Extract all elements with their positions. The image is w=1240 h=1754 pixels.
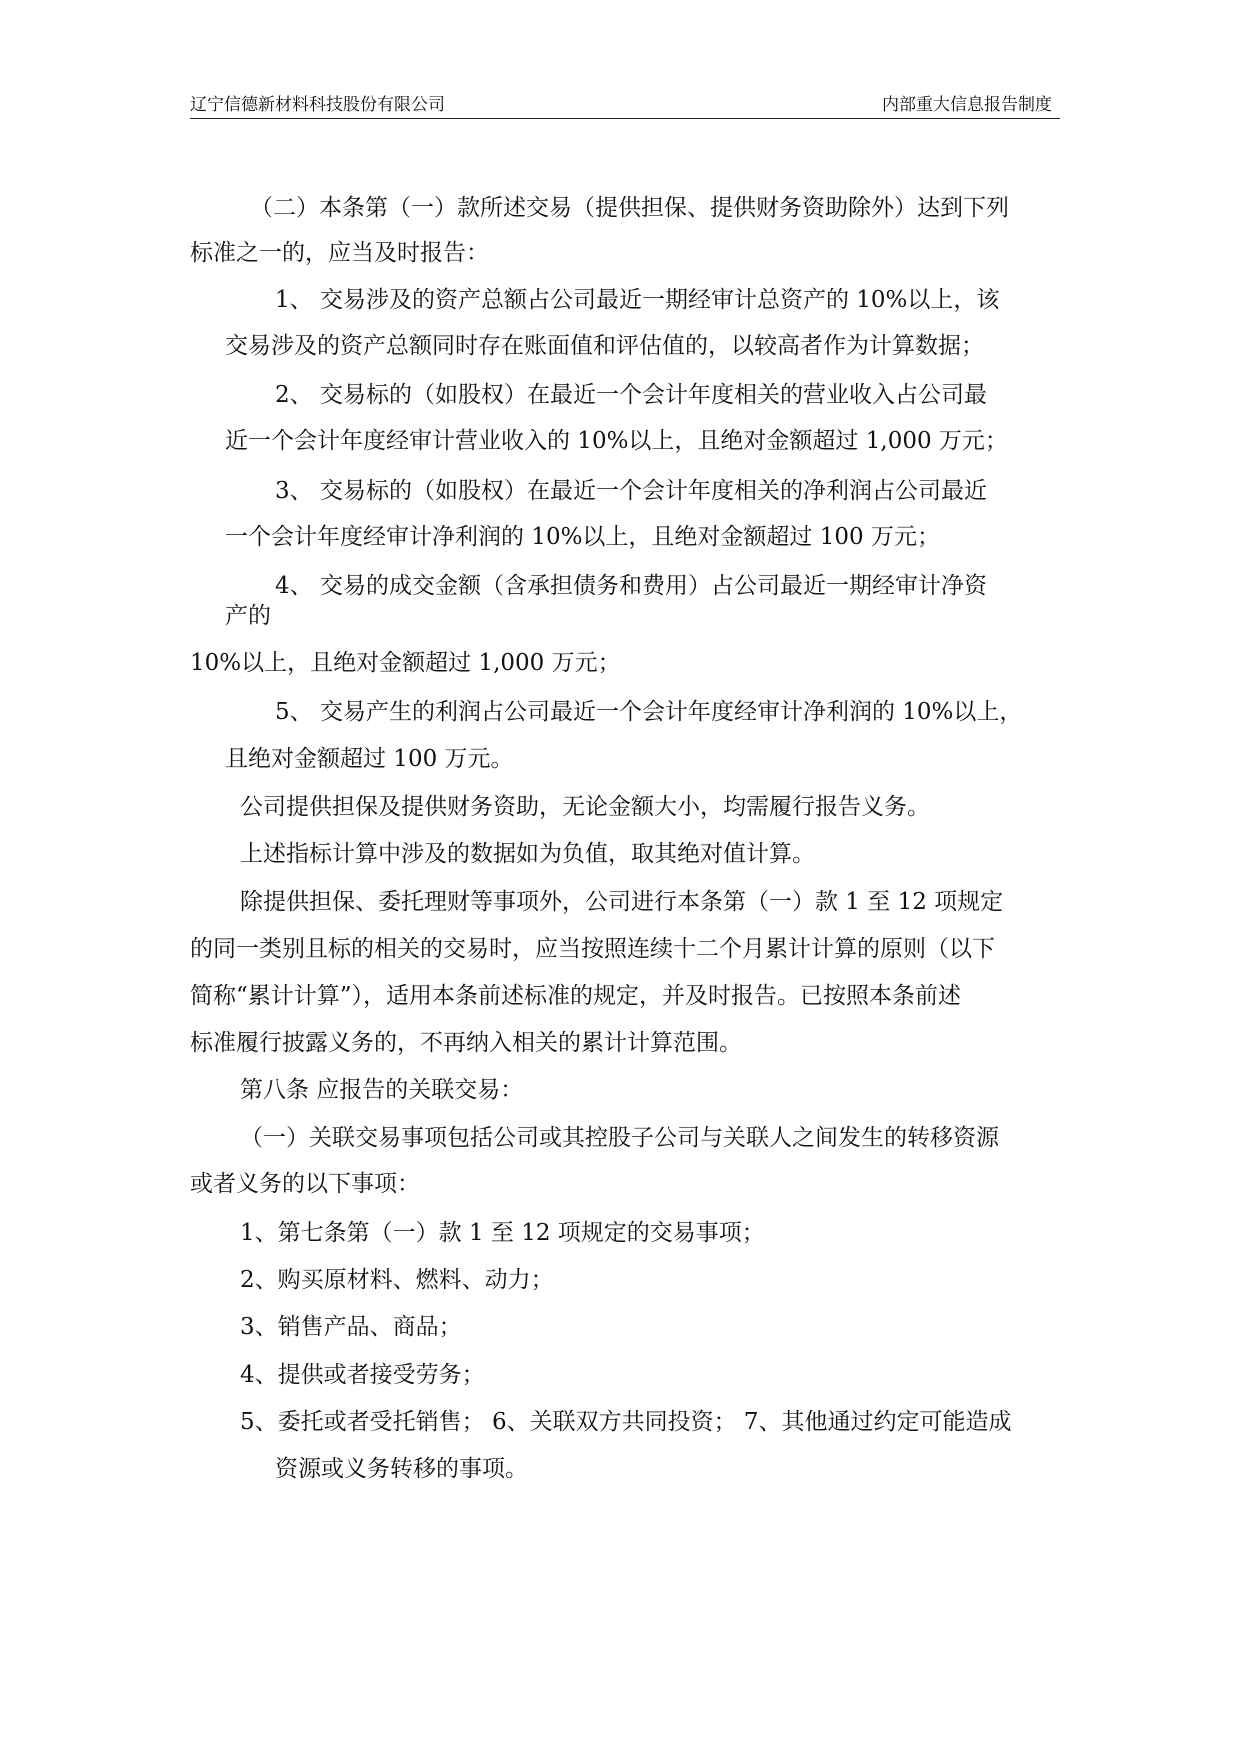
list-item-line: 3、销售产品、商品；	[240, 1314, 462, 1340]
paragraph-line: 标准履行披露义务的，不再纳入相关的累计计算范围。	[190, 1030, 742, 1056]
list-item-line: 2、 交易标的（如股权）在最近一个会计年度相关的营业收入占公司最	[275, 382, 987, 408]
paragraph-line: 除提供担保、委托理财等事项外，公司进行本条第（一）款 1 至 12 项规定	[240, 889, 1004, 915]
list-item-line: 10%以上，且绝对金额超过 1,000 万元；	[190, 650, 621, 676]
list-item-line: 4、提供或者接受劳务；	[240, 1362, 485, 1388]
paragraph-line: （一）关联交易事项包括公司或其控股子公司与关联人之间发生的转移资源	[240, 1125, 999, 1151]
list-item-line: 1、第七条第（一）款 1 至 12 项规定的交易事项；	[240, 1220, 765, 1246]
paragraph-line: 简称“累计计算”），适用本条前述标准的规定，并及时报告。已按照本条前述	[190, 983, 962, 1009]
list-item-line: 资源或义务转移的事项。	[275, 1456, 528, 1482]
list-item-line: 4、 交易的成交金额（含承担债务和费用）占公司最近一期经审计净资	[275, 573, 987, 599]
list-item-line: 1、 交易涉及的资产总额占公司最近一期经审计总资产的 10%以上，该	[275, 287, 1000, 313]
paragraph-line: 的同一类别且标的相关的交易时，应当按照连续十二个月累计计算的原则（以下	[190, 936, 995, 962]
list-item-line: 一个会计年度经审计净利润的 10%以上，且绝对金额超过 100 万元；	[225, 524, 940, 550]
list-item-line: 产的	[225, 603, 271, 629]
paragraph-line: 或者义务的以下事项：	[190, 1171, 420, 1197]
article-heading: 第八条 应报告的关联交易：	[240, 1077, 524, 1103]
header-company-name: 辽宁信德新材料科技股份有限公司	[190, 95, 445, 115]
list-item-line: 5、委托或者受托销售； 6、关联双方共同投资； 7、其他通过约定可能造成	[240, 1409, 1012, 1435]
paragraph-line: 标准之一的，应当及时报告：	[190, 240, 489, 266]
list-item-line: 3、 交易标的（如股权）在最近一个会计年度相关的净利润占公司最近	[275, 478, 987, 504]
page-header	[190, 92, 1060, 119]
list-item-line: 近一个会计年度经审计营业收入的 10%以上，且绝对金额超过 1,000 万元；	[225, 428, 1008, 454]
paragraph-line: 上述指标计算中涉及的数据如为负值，取其绝对值计算。	[240, 841, 815, 867]
paragraph-line: 公司提供担保及提供财务资助，无论金额大小，均需履行报告义务。	[240, 794, 930, 820]
list-item-line: 且绝对金额超过 100 万元。	[225, 746, 514, 772]
list-item-line: 交易涉及的资产总额同时存在账面值和评估值的，以较高者作为计算数据；	[225, 333, 984, 359]
paragraph-line: （二）本条第（一）款所述交易（提供担保、提供财务资助除外）达到下列	[250, 195, 1009, 221]
list-item-line: 2、购买原材料、燃料、动力；	[240, 1267, 554, 1293]
list-item-line: 5、 交易产生的利润占公司最近一个会计年度经审计净利润的 10%以上，	[275, 699, 1023, 725]
header-document-title: 内部重大信息报告制度	[882, 95, 1052, 115]
